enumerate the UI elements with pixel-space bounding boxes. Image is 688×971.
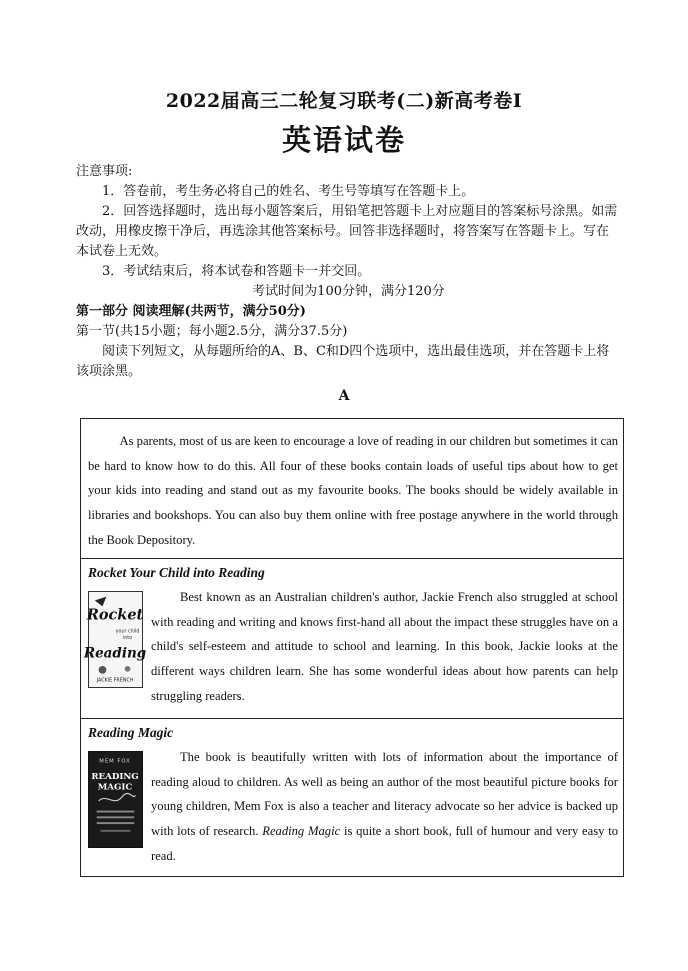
book-body-magic <box>151 745 618 869</box>
part1-title: 第一部分 阅读理解(共两节，满分50分) <box>76 304 306 319</box>
section-divider <box>81 718 623 719</box>
notes-heading: 注意事项: <box>76 164 133 179</box>
magic-cover-reading: READING <box>91 771 139 782</box>
passage-box <box>80 418 624 877</box>
note-item-2: 2．回答选择题时，选出每小题答案后，用铅笔把答题卡上对应题目的答案标号涂黑。如需改动，用橡皮擦干净后，再选涂其他答案标号。回答非选择题时，将答案写在答题卡上。写在本试卷上无效。 <box>76 204 618 259</box>
exam-title: 2022届高三二轮复习联考(二)新高考卷Ⅰ <box>165 90 523 112</box>
rocket-cover-author: JACKIE FRENCH <box>96 678 134 684</box>
section-divider <box>81 558 623 559</box>
note-item-1: 1．答卷前，考生务必将自己的姓名、考生号等填写在答题卡上。 <box>102 184 475 199</box>
passage-intro <box>88 429 618 553</box>
rocket-cover-reading: Reading <box>83 645 147 662</box>
book-body-rocket <box>151 585 618 709</box>
book-title-magic: Reading Magic <box>88 725 174 740</box>
rocket-cover-title: Rocket <box>86 606 144 624</box>
book-cover-magic <box>88 751 143 848</box>
rocket-cover-into: into <box>122 636 133 642</box>
book-title-rocket: Rocket Your Child into Reading <box>88 565 265 580</box>
magic-cover-image <box>89 752 142 847</box>
time-info: 考试时间为100分钟，满分120分 <box>252 284 445 299</box>
rocket-cover-subtitle: your child <box>115 629 140 635</box>
section1-title: 第一节(共15小题；每小题2.5分，满分37.5分) <box>76 324 348 339</box>
book-cover-rocket <box>83 591 147 688</box>
subject-title: 英语试卷 <box>281 123 406 157</box>
magic-cover-author: MEM FOX <box>99 758 131 765</box>
instruction-text: 阅读下列短文，从每题所给的A、B、C和D四个选项中，选出最佳选项，并在答题卡上将该项涂黑。 <box>76 344 610 379</box>
magic-text-part1: The book is beautifully written with lots of information about the importance of reading aloud to children. As well as being an author of the most beautiful picture books for young children, Mem Fox is also a teacher and literacy advocate so her advice is backed up with lots of research. <box>151 750 618 839</box>
rocket-cover-image <box>83 592 147 687</box>
exam-notes <box>76 162 621 382</box>
passage-label: A <box>338 388 350 404</box>
magic-paragraph <box>151 745 618 869</box>
magic-text-part2: is quite a short book, full of humour and very easy to read. <box>151 824 618 863</box>
magic-text-italic-title: Reading Magic <box>262 824 341 839</box>
note-item-3: 3．考试结束后，将本试卷和答题卡一并交回。 <box>102 264 371 279</box>
rocket-paragraph: Best known as an Australian children's author, Jackie French also struggled at school with reading and writing and knows first-hand all about the impact these struggles have on a child's self-esteem and attitude to school and learning. In this book, Jackie looks at the different ways children learn. She has some wonderful ideas about how parents can help struggling readers. <box>151 590 618 703</box>
intro-paragraph: As parents, most of us are keen to encourage a love of reading in our children but sometimes it can be hard to know how to do this. All four of these books contain loads of useful tips about how to get your kids into reading and stand out as my favourite books. The books should be widely available in libraries and bookshops. You can also buy them online with free postage anywhere in the world through the Book Depository. <box>88 434 618 547</box>
magic-cover-magic: MAGIC <box>97 782 133 793</box>
